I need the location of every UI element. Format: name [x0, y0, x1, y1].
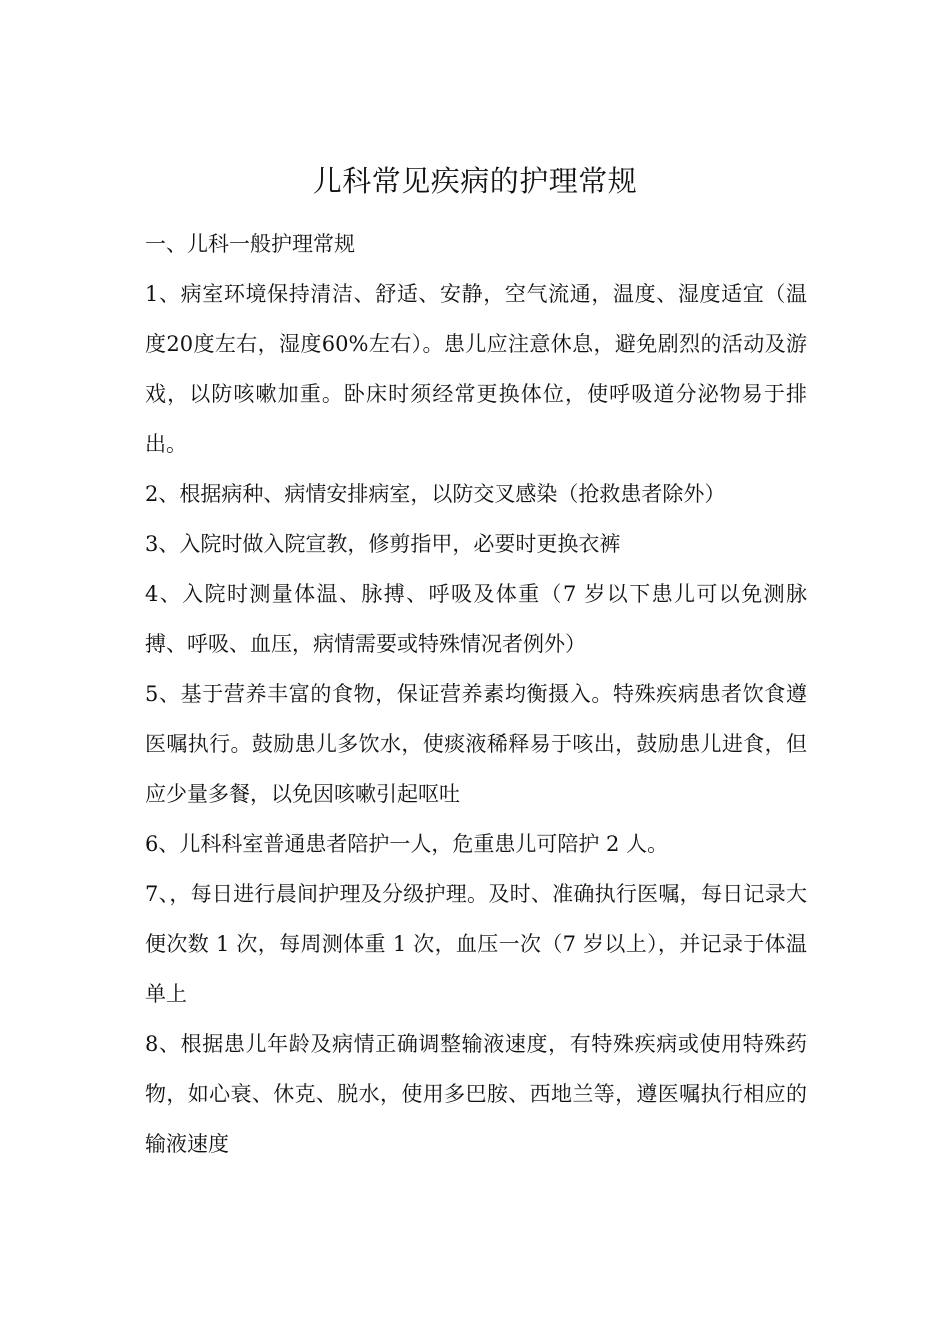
- list-item-5: 5、基于营养丰富的食物，保证营养素均衡摄入。特殊疾病患者饮食遵医嘱执行。鼓励患儿多饮水，使痰液稀释易于咳出，鼓励患儿进食，但应少量多餐，以免因咳嗽引起呕吐: [145, 682, 807, 806]
- list-item-2: 2、根据病种、病情安排病室，以防交叉感染（抢救患者除外）: [145, 482, 726, 506]
- list-item-6: 6、儿科科室普通患者陪护一人，危重患儿可陪护 2 人。: [145, 832, 669, 856]
- list-item-8: 8、根据患儿年龄及病情正确调整输液速度，有特殊疾病或使用特殊药物，如心衰、休克、脱水，使用多巴胺、西地兰等，遵医嘱执行相应的输液速度: [145, 1032, 807, 1156]
- document-title: 儿科常见疾病的护理常规: [312, 164, 638, 198]
- list-item-4: 4、入院时测量体温、脉搏、呼吸及体重（7 岁以下患儿可以免测脉搏、呼吸、血压，病情需要或特殊情况者例外）: [145, 582, 807, 656]
- list-item-3: 3、入院时做入院宣教，修剪指甲，必要时更换衣裤: [145, 532, 621, 556]
- document-body: [145, 219, 807, 1169]
- section-heading: 一、儿科一般护理常规: [145, 232, 355, 256]
- list-item-1: 1、病室环境保持清洁、舒适、安静，空气流通，温度、湿度适宜（温度20度左右，湿度60%左右）。患儿应注意休息，避免剧烈的活动及游戏，以防咳嗽加重。卧床时须经常更换体位，使呼吸道分泌物易于排出。: [145, 282, 807, 456]
- list-item-7: 7、，每日进行晨间护理及分级护理。及时、准确执行医嘱，每日记录大便次数 1 次，每周测体重 1 次，血压一次（7 岁以上），并记录于体温单上: [145, 882, 807, 1006]
